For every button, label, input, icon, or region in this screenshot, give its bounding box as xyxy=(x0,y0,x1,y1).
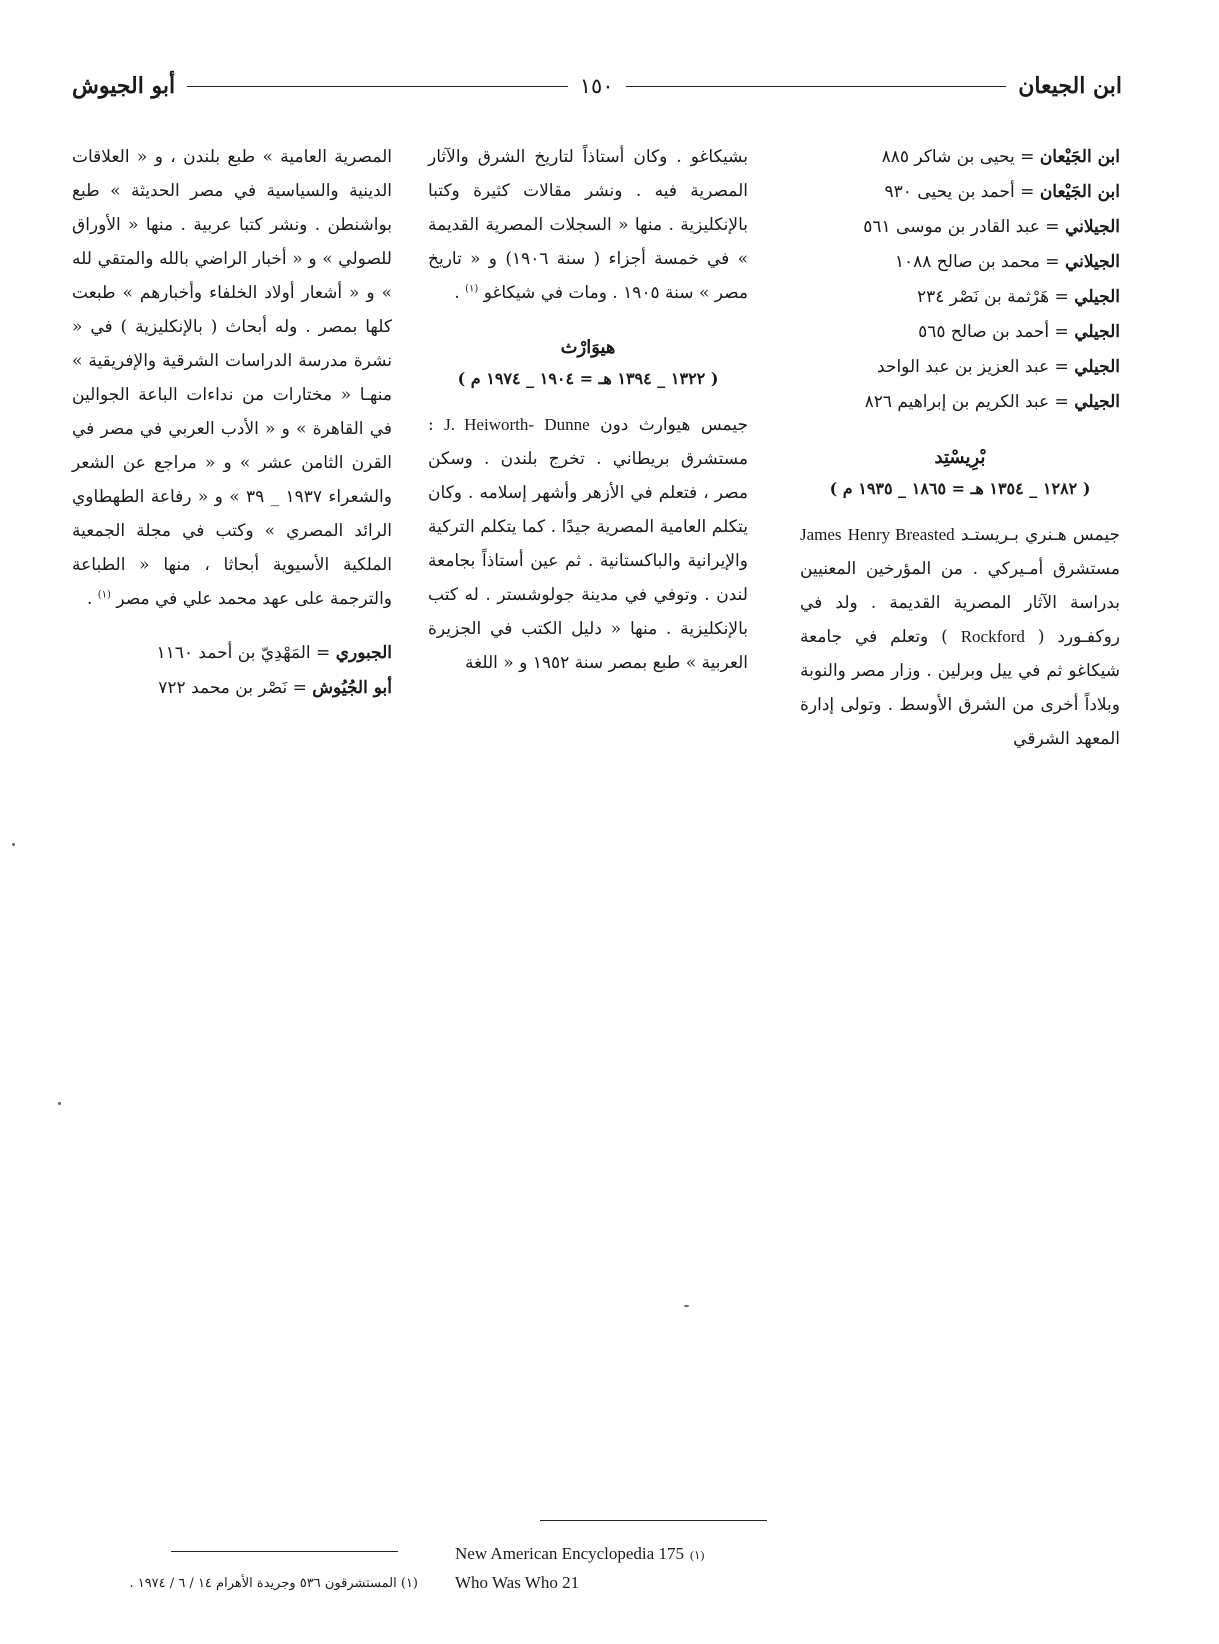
scan-speck xyxy=(12,843,15,846)
xref-name: ابن الجَيْعان xyxy=(1039,147,1120,167)
xref-name: الجيلي xyxy=(1074,287,1120,307)
xref-line xyxy=(72,636,392,671)
entry-dates-heyworth: ( ١٣٢٢ _ ١٣٩٤ هـ = ١٩٠٤ _ ١٩٧٤ م ) xyxy=(457,369,719,388)
xref-line xyxy=(72,671,392,706)
footnote-number: (١) xyxy=(689,1548,705,1562)
footnote-rule-left xyxy=(171,1551,398,1552)
entry-body-heyworth xyxy=(428,408,748,680)
xref-line xyxy=(800,280,1120,315)
footnote-left: (١) المستشرقون ٥٣٦ وجريدة الأهرام ١٤ / ٦ / ١٩٧٤ . xyxy=(129,1576,418,1591)
xref-target: = محمد بن صالح ١٠٨٨ xyxy=(894,252,1065,272)
xref-name: ابن الجَيْعان xyxy=(1039,182,1120,202)
xref-target: = المَهْدِيّ بن أحمد ١١٦٠ xyxy=(156,643,336,663)
right-column xyxy=(800,140,1120,756)
latin-name: J. Heiworth- xyxy=(444,415,535,434)
running-header xyxy=(72,68,1122,104)
footnote-mark: (١) xyxy=(465,283,479,295)
xref-name: الجبوري xyxy=(335,643,392,663)
xref-name: الجيلي xyxy=(1074,357,1120,377)
left-column xyxy=(72,140,392,706)
xref-target: = نَصْر بن محمد ٧٢٢ xyxy=(158,678,313,698)
xref-line xyxy=(800,385,1120,420)
continued-body-breasted xyxy=(428,140,748,310)
header-rule-right xyxy=(626,86,1007,87)
entry-lead: جيمس هـنري بـريستـد xyxy=(960,525,1121,545)
entry-text: . xyxy=(86,589,98,609)
header-rule-left xyxy=(187,86,568,87)
entry-title-breasted: بْرِيسْتِد xyxy=(934,447,986,468)
entry-lead: جيمس هيوارث دون xyxy=(600,415,749,435)
xref-name: الجيلاني xyxy=(1064,252,1120,272)
xref-target: = يحيى بن شاكر ٨٨٥ xyxy=(881,147,1040,167)
xref-target: = عبد الكريم بن إبراهيم ٨٢٦ xyxy=(864,392,1075,412)
xref-name: الجيلاني xyxy=(1064,217,1120,237)
latin-name: Dunne xyxy=(544,415,590,434)
entry-text: ) وتعلم في جامعة شيكاغو ثم في ييل وبرلين . وزار مصر والنوبة وبلاداً أخرى من الشرق الأوسط . وتولى إدارة المعهد الشرقي xyxy=(800,627,1120,749)
entry-text: المصرية العامية » طبع بلندن ، و « العلاقات الدينية والسياسية في مصر الحديثة » طبع بواشنطن . ونشر كتبا عربية . منها « الأوراق للصولي » و « أخبار الراضي بالله والمتقي لله » و « أشعار أولاد الخلفاء وأخبارهم » طبعت كلها بمصر . وله أبحاث ( بالإنكليزية ) في « نشرة مدرسة الدراسات الشرقية والإفريقية » منهـا « مختارات من نداءات الباعة الجوالين في القاهرة » و « الأدب العربي في مصر في القرن الثامن عشر » و « مراجع عن الشعر والشعراء ١٩٣٧ _ ٣٩ » و « رفاعة الطهطاوي الرائد المصري » وكتب في مجلة الجمعية الملكية الأسيوية أبحاثا ، منها « الطباعة والترجمة على عهد محمد علي في مصر xyxy=(72,147,392,609)
xref-target: = أحمد بن يحيى ٩٣٠ xyxy=(884,182,1040,202)
xref-name: أبو الجُيُوش xyxy=(312,678,392,698)
xref-target: = هَرْثمة بن نَصْر ٢٣٤ xyxy=(916,287,1075,307)
xref-line xyxy=(800,210,1120,245)
xref-name: الجيلي xyxy=(1074,322,1120,342)
xref-target: = عبد القادر بن موسى ٥٦١ xyxy=(863,217,1065,237)
entry-body-breasted xyxy=(800,518,1120,756)
entry-text: بشيكاغو . وكان أستاذاً لتاريخ الشرق والآثار المصرية فيه . ونشر مقالات كثيرة وكتبا بالإنكليزية . منها « السجلات المصرية القديمة » في خمسة أجزاء ( سنة ١٩٠٦) و « تاريخ مصر » سنة ١٩٠٥ . ومات في شيكاغو xyxy=(428,147,749,303)
entry-title-heyworth: هيوَارْث xyxy=(560,337,616,358)
footnote-line xyxy=(455,1540,795,1569)
continued-body-heyworth xyxy=(72,140,392,616)
entry-text: . xyxy=(454,283,466,303)
scan-speck xyxy=(58,1102,61,1105)
latin-place: Rockford xyxy=(960,627,1025,646)
entry-text: : مستشرق بريطاني . تخرج بلندن . وسكن مصر ، فتعلم في الأزهر وأشهر إسلامه . وكان يتكلم العامية المصرية جيدًا . كما يتكلم التركية والإيرانية والباكستانية . ثم عين أستاذاً بجامعة لندن . وتوفي في مدينة جولوشستر . له كتب بالإنكليزية . منها « دليل الكتب في الجزيرة العربية » طبع بمصر سنة ١٩٥٢ و « اللغة xyxy=(428,415,748,673)
middle-column xyxy=(428,140,748,680)
header-right-word: ابن الجيعان xyxy=(1018,73,1122,99)
header-left-word: أبو الجيوش xyxy=(71,73,176,99)
footnote-ref: New American Encyclopedia 175 xyxy=(455,1544,684,1563)
latin-name: Henry Breasted xyxy=(847,525,955,544)
xref-target: = عبد العزيز بن عبد الواحد xyxy=(877,357,1075,377)
footnote-line: Who Was Who 21 xyxy=(455,1573,580,1592)
xref-line xyxy=(800,350,1120,385)
footnote-right xyxy=(455,1540,795,1597)
xref-target: = أحمد بن صالح ٥٦٥ xyxy=(918,322,1075,342)
entry-text: مستشرق أمـيركي . من المؤرخين المعنيين بدراسة الآثار المصرية القديمة . ولد في روكفـورد ( xyxy=(800,559,1121,647)
scan-speck xyxy=(684,1305,689,1307)
footnote-mark: (١) xyxy=(97,589,111,601)
xref-line xyxy=(800,315,1120,350)
page-number: ١٥٠ xyxy=(579,74,614,98)
xref-line xyxy=(800,140,1120,175)
xref-line xyxy=(800,175,1120,210)
latin-name: James xyxy=(800,525,842,544)
xref-line xyxy=(800,245,1120,280)
entry-dates-breasted: ( ١٢٨٢ _ ١٣٥٤ هـ = ١٨٦٥ _ ١٩٣٥ م ) xyxy=(829,479,1091,498)
footnote-rule-right xyxy=(540,1520,767,1521)
xref-name: الجيلي xyxy=(1074,392,1120,412)
